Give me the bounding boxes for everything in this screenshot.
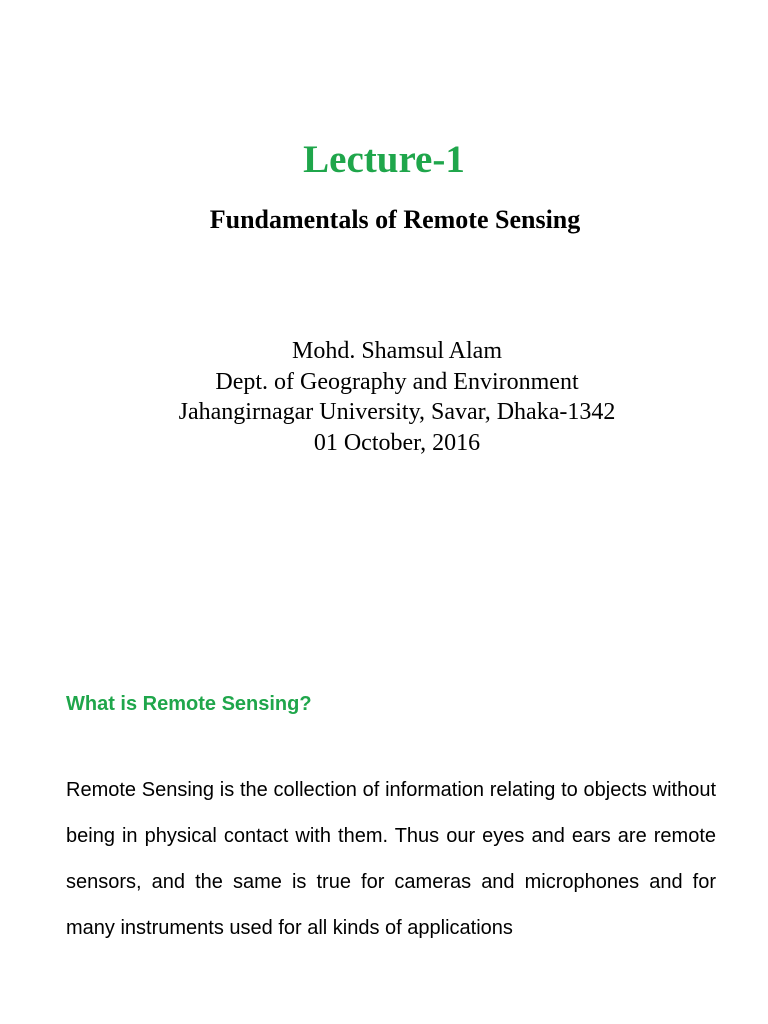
section-heading: What is Remote Sensing? (66, 693, 312, 715)
section-body-paragraph: Remote Sensing is the collection of information relating to objects without being in physical contact with them. Thus our eyes and ears are remote sensors, and the same is true for cameras and microphones and for many instruments used for all kinds of applications (66, 779, 716, 939)
author-name: Mohd. Shamsul Alam (291, 338, 502, 364)
author-institution: Jahangirnagar University, Savar, Dhaka-1342 (178, 399, 616, 425)
lecture-subtitle: Fundamentals of Remote Sensing (209, 205, 581, 234)
author-department: Dept. of Geography and Environment (215, 368, 579, 395)
lecture-date: 01 October, 2016 (313, 429, 481, 456)
lecture-title: Lecture-1 (303, 138, 465, 181)
author-block (0, 336, 768, 458)
